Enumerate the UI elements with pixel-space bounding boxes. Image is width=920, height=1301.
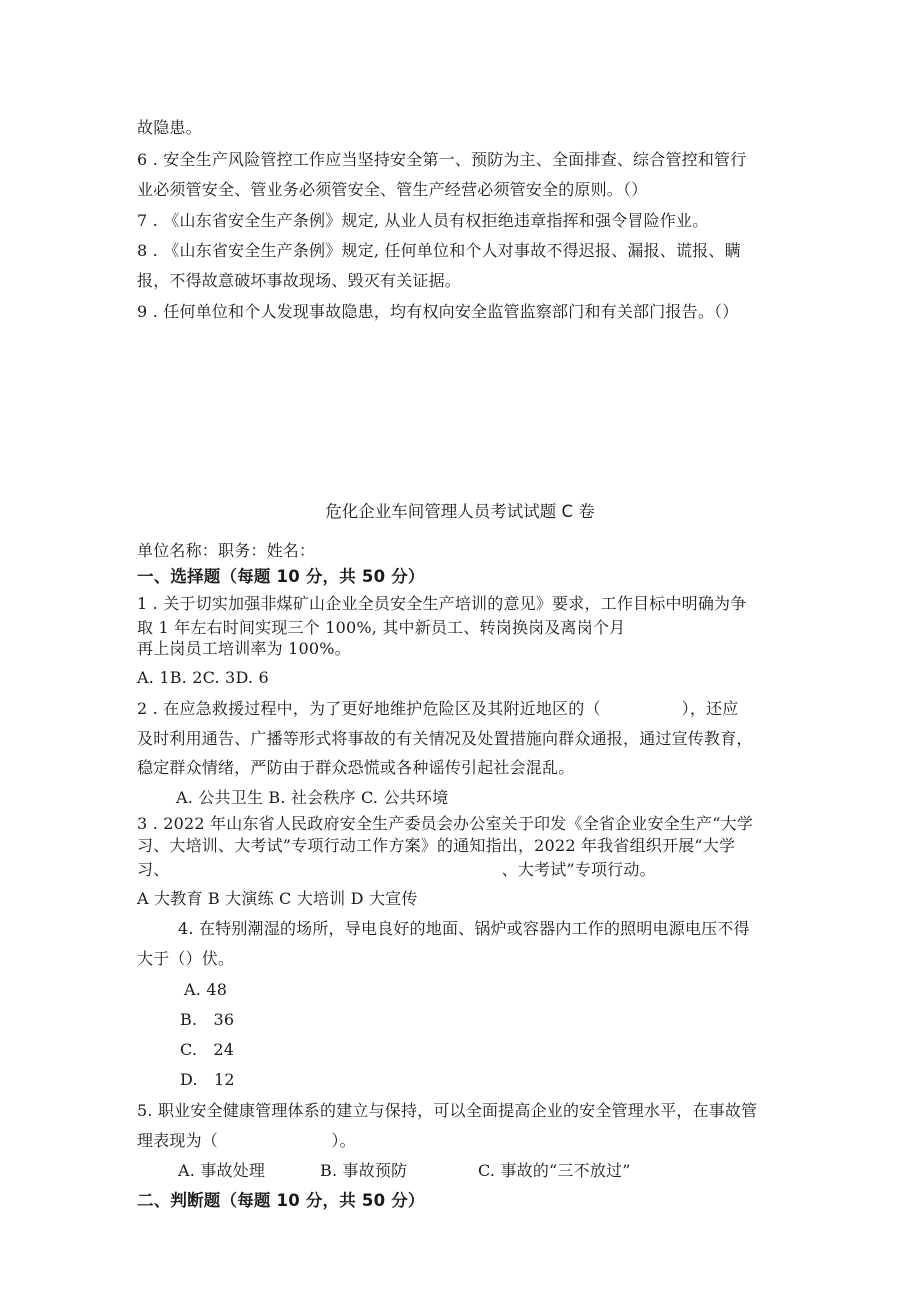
question-4-option-c: C. 24 bbox=[180, 1040, 235, 1059]
question-4-option-d: D. 12 bbox=[180, 1070, 235, 1089]
exam-title: 危化企业车间管理人员考试试题 C 卷 bbox=[325, 502, 595, 521]
exam-info-line: 单位名称：职务：姓名： bbox=[137, 541, 316, 560]
question-5-line-1: 5. 职业安全健康管理体系的建立与保持，可以全面提高企业的安全管理水平，在事故管 bbox=[137, 1101, 758, 1120]
question-2-options: A. 公共卫生 B. 社会秩序 C. 公共环境 bbox=[176, 788, 449, 807]
question-3-options: A 大教育 B 大演练 C 大培训 D 大宣传 bbox=[137, 889, 418, 908]
question-1-options: A. 1B. 2C. 3D. 6 bbox=[137, 668, 269, 687]
question-1-line-2: 取 1 年左右时间实现三个 100%, 其中新员工、转岗换岗及离岗个月 bbox=[137, 618, 626, 637]
question-9: 9 . 任何单位和个人发现事故隐患，均有权向安全监管监察部门和有关部门报告。（） bbox=[137, 302, 739, 321]
question-3-line-3: 习、 、大考试”专项行动。 bbox=[137, 860, 656, 879]
question-1-line-1: 1 . 关于切实加强非煤矿山企业全员安全生产培训的意见》要求，工作目标中明确为争 bbox=[137, 594, 747, 613]
section-2-heading: 二、判断题（每题 10 分，共 50 分） bbox=[137, 1191, 425, 1210]
question-3-line-1: 3 . 2022 年山东省人民政府安全生产委员会办公室关于印发《全省企业安全生产“大学 bbox=[137, 814, 754, 833]
section-1-heading: 一、选择题（每题 10 分，共 50 分） bbox=[137, 567, 425, 586]
question-8-line-1: 8 . 《山东省安全生产条例》规定, 任何单位和个人对事故不得迟报、漏报、谎报、瞒 bbox=[137, 241, 741, 260]
question-7: 7 . 《山东省安全生产条例》规定, 从业人员有权拒绝违章指挥和强令冒险作业。 bbox=[137, 211, 709, 230]
question-1-line-3: 再上岗员工培训率为 100%。 bbox=[137, 639, 351, 658]
question-3-line-2: 习、大培训、大考试”专项行动工作方案》的通知指出，2022 年我省组织开展“大学 bbox=[137, 836, 736, 855]
question-4-option-a: A. 48 bbox=[184, 980, 228, 999]
question-5-option-b: B. 事故预防 bbox=[320, 1161, 408, 1180]
question-4-line-2: 大于（）伏。 bbox=[137, 949, 235, 968]
question-5-option-a: A. 事故处理 bbox=[178, 1161, 266, 1180]
question-8-line-2: 报，不得故意破坏事故现场、毁灭有关证据。 bbox=[137, 271, 462, 290]
question-5-option-c: C. 事故的“三不放过” bbox=[478, 1161, 631, 1180]
previous-question-tail: 故隐患。 bbox=[137, 118, 202, 137]
question-5-line-2: 理表现为（ ）。 bbox=[137, 1131, 356, 1150]
question-2-line-3: 稳定群众情绪，严防由于群众恐慌或各种谣传引起社会混乱。 bbox=[137, 758, 575, 777]
question-6-line-1: 6 . 安全生产风险管控工作应当坚持安全第一、预防为主、全面排查、综合管控和管行 bbox=[137, 150, 747, 169]
question-2-line-2: 及时利用通告、广播等形式将事故的有关情况及处置措施向群众通报，通过宣传教育， bbox=[137, 729, 753, 748]
question-4-line-1: 4. 在特别潮湿的场所，导电良好的地面、锅炉或容器内工作的照明电源电压不得 bbox=[178, 919, 750, 938]
question-4-option-b: B. 36 bbox=[180, 1010, 235, 1029]
question-6-line-2: 业必须管安全、管业务必须管安全、管生产经营必须管安全的原则。（） bbox=[137, 180, 648, 199]
question-2-line-1: 2 . 在应急救援过程中，为了更好地维护危险区及其附近地区的（ ），还应 bbox=[137, 699, 739, 718]
